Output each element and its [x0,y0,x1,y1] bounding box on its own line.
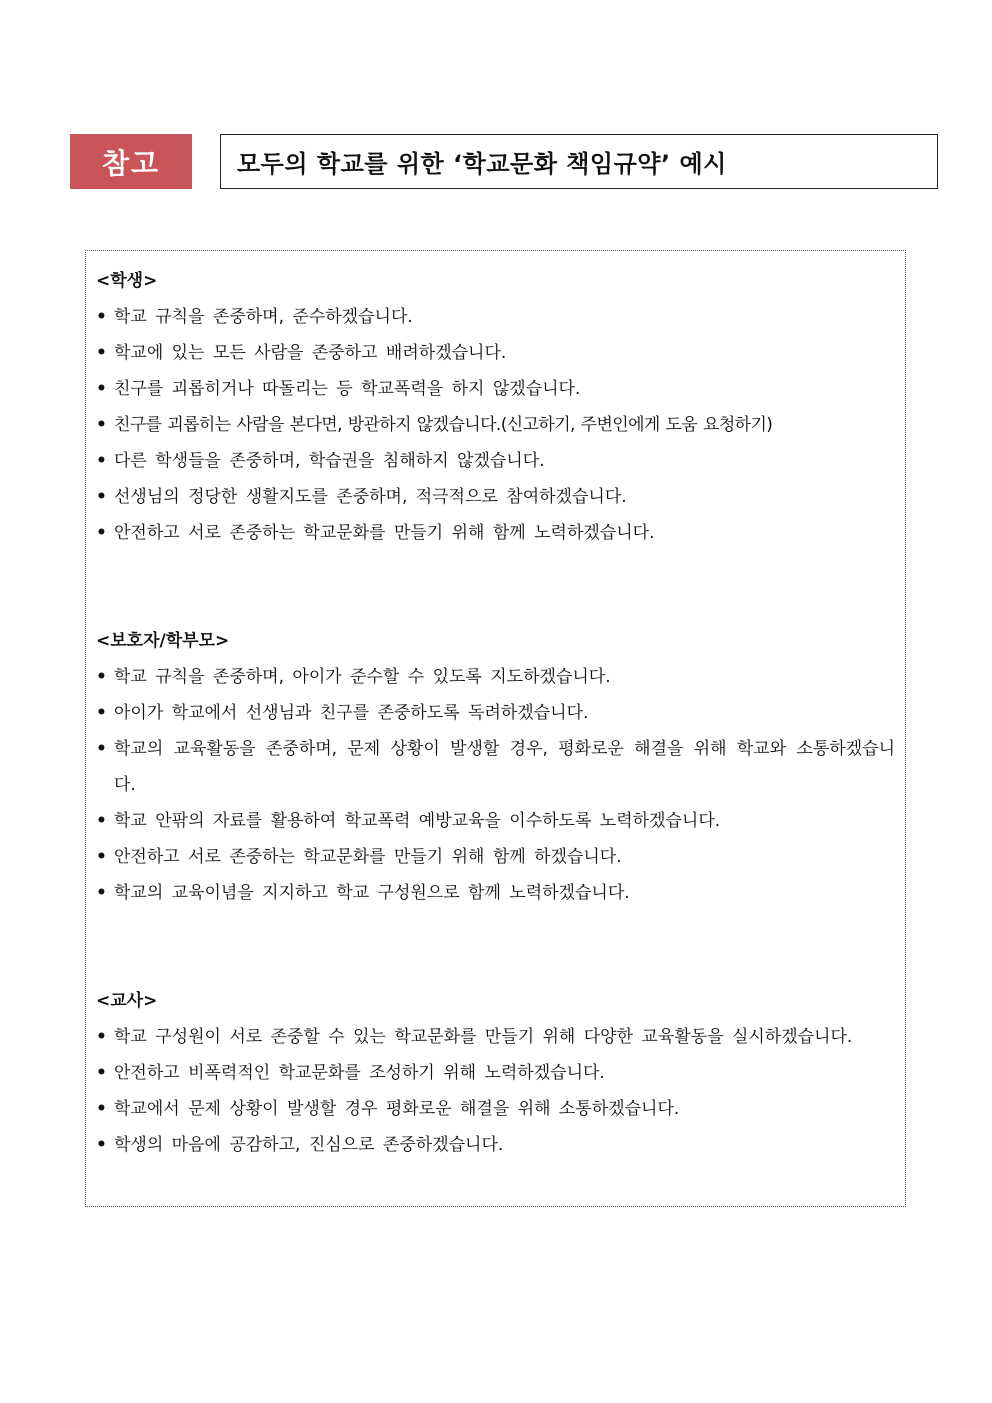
list-item: • 다른 학생들을 존중하며, 학습권을 침해하지 않겠습니다. [96,443,895,479]
section-spacer [96,911,895,983]
list-item: • 학교에서 문제 상황이 발생할 경우 평화로운 해결을 위해 소통하겠습니다. [96,1091,895,1127]
section-heading: <보호자/학부모> [96,631,230,651]
bullet-icon: • [96,451,107,471]
section-students [96,263,895,551]
bullet-icon: • [96,487,107,507]
list-item: • 친구를 괴롭히는 사람을 본다면, 방관하지 않겠습니다.(신고하기, 주변인에게 도움 요청하기) [96,407,895,443]
bullet-icon: • [96,883,107,903]
section-guardians [96,623,895,911]
bullet-icon: • [96,1063,107,1083]
list-item: • 학교 구성원이 서로 존중할 수 있는 학교문화를 만들기 위해 다양한 교육활동을 실시하겠습니다. [96,1019,895,1055]
bullet-icon: • [96,1099,107,1119]
page-title: 모두의 학교를 위한 ‘학교문화 책임규약’ 예시 [220,134,938,189]
bullet-icon: • [96,667,107,687]
bullet-icon: • [96,1027,107,1047]
bullet-icon: • [96,847,107,867]
bullet-icon: • [96,1135,107,1155]
section-teachers [96,983,895,1163]
bullet-icon: • [96,703,107,723]
list-item: • 학생의 마음에 공감하고, 진심으로 존중하겠습니다. [96,1127,895,1163]
section-heading: <학생> [96,271,158,291]
list-item: • 학교 규칙을 존중하며, 준수하겠습니다. [96,299,895,335]
list-item: • 아이가 학교에서 선생님과 친구를 존중하도록 독려하겠습니다. [96,695,895,731]
list-item: • 학교의 교육이념을 지지하고 학교 구성원으로 함께 노력하겠습니다. [96,875,895,911]
bullet-icon: • [96,379,107,399]
list-item: • 안전하고 비폭력적인 학교문화를 조성하기 위해 노력하겠습니다. [96,1055,895,1091]
list-item: • 안전하고 서로 존중하는 학교문화를 만들기 위해 함께 하겠습니다. [96,839,895,875]
list-item: • 선생님의 정당한 생활지도를 존중하며, 적극적으로 참여하겠습니다. [96,479,895,515]
list-item: • 학교에 있는 모든 사람을 존중하고 배려하겠습니다. [96,335,895,371]
bullet-icon: • [96,739,107,759]
list-item: • 학교 안팎의 자료를 활용하여 학교폭력 예방교육을 이수하도록 노력하겠습니다. [96,803,895,839]
bullet-icon: • [96,415,107,435]
section-heading: <교사> [96,991,158,1011]
list-item: • 친구를 괴롭히거나 따돌리는 등 학교폭력을 하지 않겠습니다. [96,371,895,407]
bullet-icon: • [96,523,107,543]
reference-badge: 참고 [70,134,192,189]
list-item: • 학교 규칙을 존중하며, 아이가 준수할 수 있도록 지도하겠습니다. [96,659,895,695]
bullet-icon: • [96,307,107,327]
bullet-icon: • [96,811,107,831]
list-item: • 학교의 교육활동을 존중하며, 문제 상황이 발생할 경우, 평화로운 해결을 위해 학교와 소통하겠습니다. [96,731,895,803]
bullet-icon: • [96,343,107,363]
section-spacer [96,551,895,623]
list-item: • 안전하고 서로 존중하는 학교문화를 만들기 위해 함께 노력하겠습니다. [96,515,895,551]
content-box [85,250,906,1207]
